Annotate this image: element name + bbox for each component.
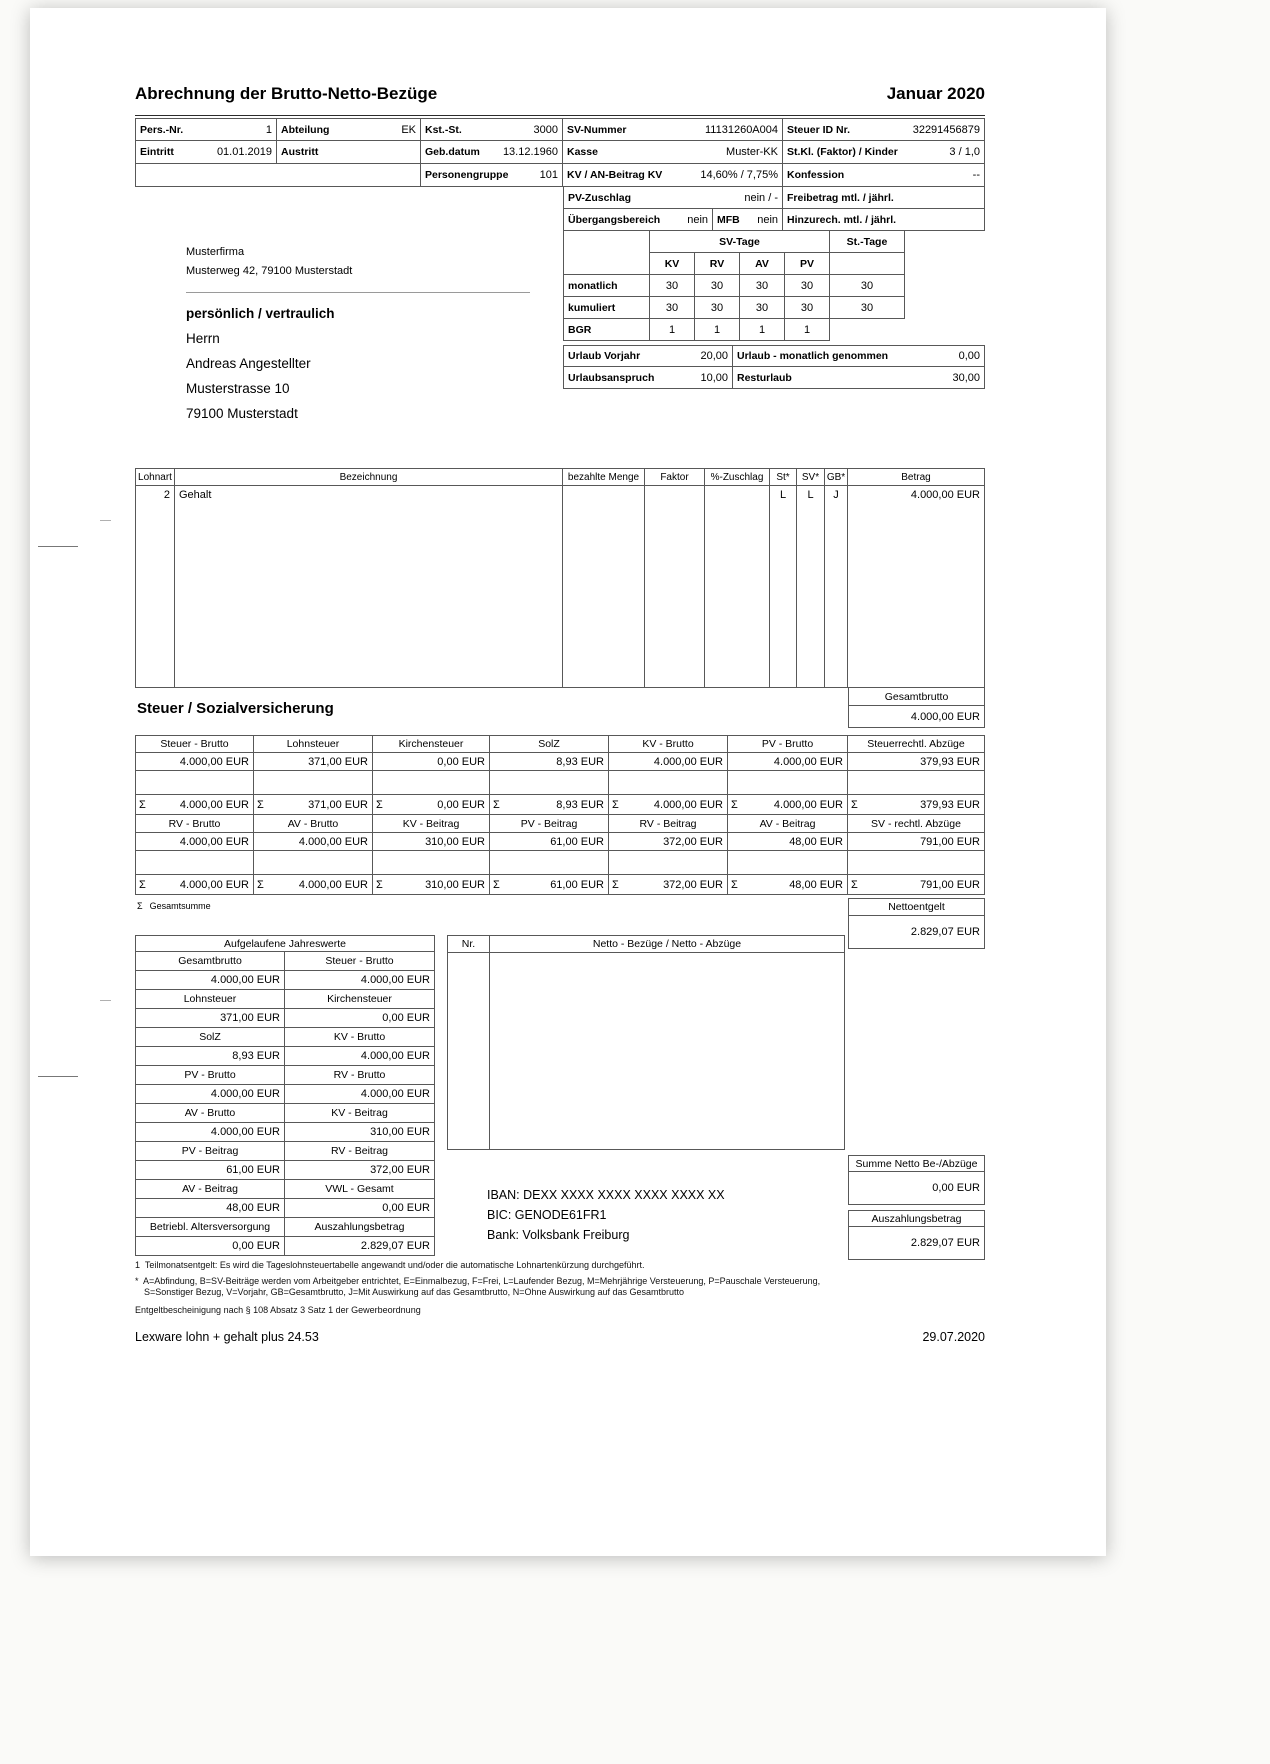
value: 371,00 EUR [135,1009,285,1028]
column-header: RV - Brutto [135,815,254,833]
field-kasse [563,141,783,164]
value: J [825,486,848,688]
value: 0,00 EUR [373,753,490,771]
label: Summe Netto Be-/Abzüge [848,1155,985,1172]
address-divider [186,292,530,293]
value: 3 / 1,0 [949,146,980,158]
label: KV / AN-Beitrag KV [567,169,663,181]
field-steuer-id [783,118,985,141]
sigma-symbol: Σ [376,878,383,891]
value: 0,00 EUR [848,1172,985,1205]
empty-cell [490,953,845,1150]
value: 372,00 EUR [609,833,728,851]
column-header: Faktor [645,468,705,486]
sum-cell [135,875,254,895]
column-header: RV - Beitrag [609,815,728,833]
sender-name: Musterfirma [186,246,245,258]
sum-cell [848,795,985,815]
field-kst-st [421,118,563,141]
value: 48,00 EUR [728,833,848,851]
fold-mark [38,1076,78,1077]
sigma-symbol: Σ [493,798,500,811]
field-urlaub-genommen [733,345,985,367]
empty-cell [373,771,490,795]
lohnart-table [135,468,985,688]
value: 20,00 [700,350,728,362]
value: 4.000,00 EUR [135,1085,285,1104]
value: 61,00 EUR [135,1161,285,1180]
label: Urlaubsanspruch [568,371,655,384]
empty-cell [490,851,609,875]
label: monatlich [568,279,618,292]
label: Auszahlungsbetrag [848,1210,985,1227]
value: 791,00 EUR [920,878,980,891]
value: 4.000,00 EUR [773,798,843,811]
field-stkl-kinder [783,141,985,164]
value: 310,00 EUR [285,1123,435,1142]
label: AV - Brutto [135,1104,285,1123]
footnote: Entgeltbescheinigung nach § 108 Absatz 3 Satz 1 der Gewerbeordnung [135,1305,421,1315]
bank-details [487,1185,725,1245]
field-geb-datum [421,141,563,164]
label: Übergangsbereich [568,213,661,226]
field-konfession [783,164,985,187]
iban: IBAN: DEXX XXXX XXXX XXXX XXXX XX [487,1188,725,1202]
value: 10,00 [700,371,728,384]
value: nein [757,213,778,226]
empty-cell [848,771,985,795]
empty-cell [609,771,728,795]
value: 30,00 [952,371,980,384]
footnote: * A=Abfindung, B=SV-Beiträge werden vom Arbeitgeber entrichtet, E=Einmalbezug, F=Frei, L=Laufender Bezug, M=Mehrjährige Versteuerung, P=Pauschale Versteuerung, [135,1276,821,1286]
value: 310,00 EUR [425,878,485,891]
sigma-symbol: Σ [731,798,738,811]
label: Auszahlungsbetrag [285,1218,435,1237]
value: 4.000,00 EUR [848,486,985,688]
confidential-note: persönlich / vertraulich [186,306,335,321]
column-header: SV - rechtl. Abzüge [848,815,985,833]
value [563,486,645,688]
label: VWL - Gesamt [285,1180,435,1199]
value: 1 [740,319,785,341]
personal-info-table [135,118,985,187]
label: Freibetrag mtl. / jährl. [787,191,894,204]
label: Konfession [787,169,845,181]
payslip-page [30,8,1106,1556]
value: 4.000,00 EUR [135,1123,285,1142]
value: 1 [695,319,740,341]
auszahlungsbetrag-box [848,1210,985,1260]
value: 61,00 EUR [490,833,609,851]
label: Kst.-St. [425,123,462,136]
print-date: 29.07.2020 [922,1330,985,1344]
column-header: Steuer - Brutto [135,735,254,753]
label: SV-Nummer [567,123,627,136]
label: MFB [717,213,740,226]
label: St.Kl. (Faktor) / Kinder [787,146,898,158]
value: 4.000,00 EUR [653,798,723,811]
value: 8,93 EUR [490,753,609,771]
netto-table [447,935,845,1150]
column-header: Lohnart [135,468,175,486]
label: Urlaub Vorjahr [568,350,641,362]
value: 101 [539,169,558,181]
sigma-symbol: Σ [376,798,383,811]
label: SolZ [135,1028,285,1047]
value: 4.000,00 EUR [285,1085,435,1104]
field-austritt [277,141,421,164]
empty-cell [254,851,373,875]
value: 4.000,00 EUR [285,971,435,990]
summe-netto-box [848,1155,985,1205]
value: 30 [740,275,785,297]
value: 0,00 [958,350,980,362]
empty-cell [135,164,421,187]
empty-cell [728,771,848,795]
field-hinzurechnung [783,209,985,231]
value: 4.000,00 EUR [135,833,254,851]
label: kumuliert [568,301,616,314]
value: 372,00 EUR [663,878,723,891]
label: Gesamtbrutto [135,952,285,971]
value: 14,60% / 7,75% [700,169,778,181]
sum-cell [490,795,609,815]
empty-cell [254,771,373,795]
sum-cell [254,795,373,815]
value: 372,00 EUR [285,1161,435,1180]
value [705,486,770,688]
label: Steuer ID Nr. [787,123,851,136]
column-header-pv: PV [785,253,830,275]
value: 30 [650,275,695,297]
nettoentgelt-box [848,898,985,949]
value [645,486,705,688]
empty-cell [609,851,728,875]
sigma-symbol: Σ [139,798,146,811]
field-mfb [713,209,783,231]
value: 0,00 EUR [135,1237,285,1256]
column-header-kv: KV [650,253,695,275]
value: 0,00 EUR [285,1199,435,1218]
value: 2 [135,486,175,688]
sv-tage-header: SV-Tage [650,231,830,253]
value: -- [972,169,980,181]
column-header: AV - Beitrag [728,815,848,833]
sum-cell [728,875,848,895]
empty-cell [135,851,254,875]
sum-cell [848,875,985,895]
column-header: St* [770,468,797,486]
column-header: PV - Brutto [728,735,848,753]
column-header: SolZ [490,735,609,753]
urlaub-rows [563,345,985,389]
sigma-symbol: Σ [612,798,619,811]
label: BGR [568,323,592,336]
label: Resturlaub [737,371,792,384]
column-header: Bezeichnung [175,468,563,486]
sigma-symbol: Σ [612,878,619,891]
column-header: Steuerrechtl. Abzüge [848,735,985,753]
label: Eintritt [140,146,174,158]
value: 48,00 EUR [789,878,843,891]
bank-name: Bank: Volksbank Freiburg [487,1228,630,1242]
empty-cell [447,953,490,1150]
sigma-symbol: Σ [731,878,738,891]
sum-cell [135,795,254,815]
column-header: KV - Beitrag [373,815,490,833]
label: RV - Beitrag [285,1142,435,1161]
empty-cell [728,851,848,875]
sum-cell [609,875,728,895]
label: Hinzurech. mtl. / jährl. [787,213,897,226]
value: 4.000,00 EUR [609,753,728,771]
sigma-symbol: Σ [257,878,264,891]
value: 4.000,00 EUR [728,753,848,771]
label: Nettoentgelt [848,898,985,916]
value: 310,00 EUR [373,833,490,851]
recipient-salutation: Herrn [186,331,220,346]
value: 4.000,00 EUR [179,878,249,891]
value: 30 [830,275,905,297]
fold-mark [100,520,111,521]
fold-mark [100,1000,111,1001]
value: 30 [785,275,830,297]
bic: BIC: GENODE61FR1 [487,1208,607,1222]
recipient-name: Andreas Angestellter [186,356,311,371]
row-label-bgr [563,319,650,341]
column-header: bezahlte Menge [563,468,645,486]
label: PV-Zuschlag [568,191,632,204]
field-eintritt [135,141,277,164]
column-header: GB* [825,468,848,486]
value: 379,93 EUR [848,753,985,771]
label: Kirchensteuer [285,990,435,1009]
empty-cell [848,851,985,875]
detail-rows [563,187,985,231]
recipient-city: 79100 Musterstadt [186,406,298,421]
sum-cell [254,875,373,895]
value: EK [401,123,416,136]
field-uebergangsbereich [563,209,713,231]
value: 11131260A004 [705,123,778,136]
value: 4.000,00 EUR [135,753,254,771]
sum-cell [373,875,490,895]
field-pv-zuschlag [563,187,783,209]
value: Muster-KK [726,146,778,158]
app-version: Lexware lohn + gehalt plus 24.53 [135,1330,319,1344]
value: 8,93 EUR [556,798,604,811]
footnotes [135,1260,985,1316]
value: 4.000,00 EUR [254,833,373,851]
value: 48,00 EUR [135,1199,285,1218]
value: 4.000,00 EUR [135,971,285,990]
value: 01.01.2019 [216,146,272,158]
field-resturlaub [733,367,985,389]
value: 30 [650,297,695,319]
value: 30 [740,297,785,319]
field-personengruppe [421,164,563,187]
label: Betriebl. Altersversorgung [135,1218,285,1237]
st-tage-header: St.-Tage [830,231,905,253]
value: 2.829,07 EUR [285,1237,435,1256]
page-footer [135,1330,985,1344]
label: Personengruppe [425,169,509,181]
label: Kasse [567,146,598,158]
document-header [135,84,985,116]
field-urlaub-vorjahr [563,345,733,367]
value: nein [687,213,708,226]
label: Pers.-Nr. [140,123,184,136]
column-header: AV - Brutto [254,815,373,833]
label: KV - Brutto [285,1028,435,1047]
empty-cell [830,253,905,275]
value: L [797,486,825,688]
value: 1 [650,319,695,341]
column-header: KV - Brutto [609,735,728,753]
value: 1 [785,319,830,341]
column-header: Nr. [447,935,490,953]
value: 32291456879 [912,123,980,136]
label: Gesamtbrutto [848,688,985,706]
steuer-sv-table [135,735,985,895]
value: 0,00 EUR [285,1009,435,1028]
field-urlaubsanspruch [563,367,733,389]
gesamtbrutto-box [848,688,985,728]
sigma-symbol: Σ [493,878,500,891]
sigma-legend [137,901,211,911]
value: nein / - [744,191,778,204]
fold-mark [38,546,78,547]
column-header: Kirchensteuer [373,735,490,753]
value: 30 [830,297,905,319]
column-header-rv: RV [695,253,740,275]
label: Abteilung [281,123,330,136]
value: 30 [695,297,740,319]
value: 2.829,07 EUR [848,1227,985,1260]
value: L [770,486,797,688]
sender-street: Musterweg 42, 79100 Musterstadt [186,265,353,277]
sigma-note: Gesamtsumme [149,901,211,911]
value: 371,00 EUR [308,798,368,811]
column-header: %-Zuschlag [705,468,770,486]
address-block [186,246,534,422]
footnote: S=Sonstiger Bezug, V=Vorjahr, GB=Gesamtbrutto, J=Mit Auswirkung auf das Gesamtbrutto, N=Ohne Auswirkung auf das Gesamtbrutto [144,1287,685,1297]
row-label-kumuliert [563,297,650,319]
recipient-street: Musterstrasse 10 [186,381,290,396]
field-freibetrag [783,187,985,209]
value: Gehalt [175,486,563,688]
empty-cell [373,851,490,875]
sigma-symbol: Σ [257,798,264,811]
label: Geb.datum [425,146,480,158]
value: 791,00 EUR [848,833,985,851]
column-header: PV - Beitrag [490,815,609,833]
field-abteilung [277,118,421,141]
sigma-symbol: Σ [851,798,858,811]
value: 4.000,00 EUR [285,1047,435,1066]
column-header: Netto - Bezüge / Netto - Abzüge [490,935,845,953]
sum-cell [373,795,490,815]
row-label-monatlich [563,275,650,297]
sum-cell [609,795,728,815]
value: 379,93 EUR [920,798,980,811]
sum-cell [728,795,848,815]
sv-tage-table [563,231,905,341]
jahreswerte-table [135,935,435,1256]
page-period: Januar 2020 [886,84,985,103]
value: 30 [785,297,830,319]
sigma-symbol: Σ [139,878,146,891]
value: 4.000,00 EUR [298,878,368,891]
value: 3000 [533,123,558,136]
value: 8,93 EUR [135,1047,285,1066]
label: Urlaub - monatlich genommen [737,350,889,362]
field-pers-nr [135,118,277,141]
value: 4.000,00 EUR [179,798,249,811]
label: PV - Brutto [135,1066,285,1085]
column-header-av: AV [740,253,785,275]
value: 30 [695,275,740,297]
column-header: Betrag [848,468,985,486]
label: PV - Beitrag [135,1142,285,1161]
label: RV - Brutto [285,1066,435,1085]
label: Lohnsteuer [135,990,285,1009]
value: 2.829,07 EUR [848,916,985,949]
empty-cell [490,771,609,795]
sigma-symbol: Σ [851,878,858,891]
empty-cell [563,231,650,275]
value: 4.000,00 EUR [848,706,985,728]
lohnart-row [135,486,985,688]
footnote: 1 Teilmonatsentgelt: Es wird die Tageslohnsteuertabelle angewandt und/oder die automatische Lohnartenkürzung durchgeführt. [135,1260,645,1270]
sigma-symbol: Σ [137,901,143,911]
table-title: Aufgelaufene Jahreswerte [135,935,435,952]
value: 13.12.1960 [502,146,558,158]
empty-cell [135,771,254,795]
empty-cell [830,319,905,341]
value: 0,00 EUR [437,798,485,811]
column-header: Lohnsteuer [254,735,373,753]
label: AV - Beitrag [135,1180,285,1199]
value: 1 [265,123,272,136]
field-sv-nummer [563,118,783,141]
value: 61,00 EUR [550,878,604,891]
sum-cell [490,875,609,895]
label: Steuer - Brutto [285,952,435,971]
label: KV - Beitrag [285,1104,435,1123]
field-kv-an-beitrag [563,164,783,187]
page-title: Abrechnung der Brutto-Netto-Bezüge [135,84,438,103]
value: 371,00 EUR [254,753,373,771]
column-header: SV* [797,468,825,486]
steuer-sv-heading: Steuer / Sozialversicherung [137,700,334,717]
label: Austritt [281,146,319,158]
